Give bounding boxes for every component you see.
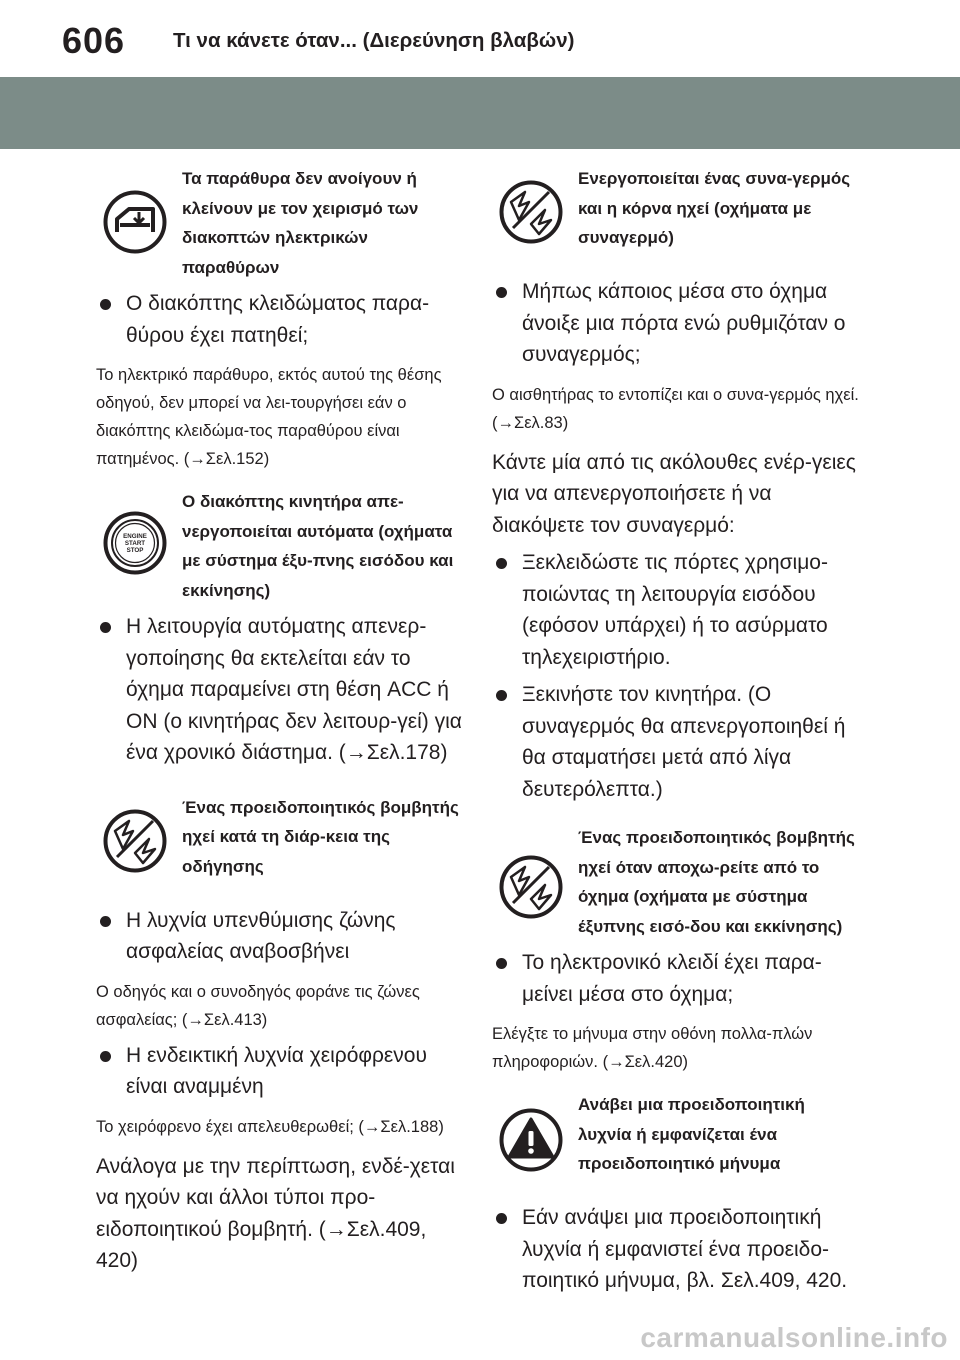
alarm-paragraph: Κάντε μία από τις ακόλουθες ενέρ-γειες για να απενεργοποιήσετε ή να διακόψετε τον συναγερμό: [492, 450, 856, 537]
page-number: 606 [62, 20, 126, 61]
bullet-dot-icon [496, 558, 507, 569]
warning-section [492, 1086, 860, 1196]
alarm-section [492, 160, 860, 270]
start-engine-bullet [492, 679, 860, 805]
engine-section [96, 483, 464, 605]
buzzer-paragraph: Ανάλογα με την περίπτωση, ενδέ-χεται να ηχούν και άλλοι τύποι προ-ειδοποιητικού βομβητή. (→Σελ.409, 420) [96, 1154, 455, 1272]
svg-text:STOP: STOP [126, 547, 144, 554]
warning-bullet [492, 1202, 860, 1297]
bullet-dot-icon [100, 916, 111, 927]
window-section-title: Τα παράθυρα δεν ανοίγουν ή κλείνουν με τον χειρισμό των διακοπτών ηλεκτρικών παραθύρων [182, 169, 419, 277]
bullet-dot-icon [496, 958, 507, 969]
window-bullet [96, 288, 464, 351]
right-column [492, 150, 860, 1297]
exit-section-title: Ένας προειδοποιητικός βομβητής ηχεί όταν αποχω-ρείτε από το όχημα (οχήματα με σύστημα έξυπνης εισό-δου και εκκίνησης) [578, 828, 855, 936]
engine-start-stop-icon [103, 511, 167, 575]
key-note: Ελέγξτε το μήνυμα στην οθόνη πολλα-πλών πληροφοριών. (→Σελ.420) [492, 1025, 813, 1071]
bullet-text: Ο διακόπτης κλειδώματος παρα-θύρου έχει πατηθεί; [126, 292, 430, 347]
svg-text:START: START [124, 540, 146, 547]
bullet-dot-icon [496, 690, 507, 701]
warning-icon [499, 1108, 563, 1172]
header-band [0, 77, 960, 149]
buzzer-icon [499, 855, 563, 919]
watermark: carmanualsonline.info [640, 1322, 948, 1353]
bullet-dot-icon [496, 1213, 507, 1224]
bullet-text: Η λειτουργία αυτόματης απενερ-γοποίησης θα εκτελείται εάν το όχημα παραμείνει στη θέση ACC ή ON (ο κινητήρας δεν λειτουρ-γεί) για ένα χρονικό διάστημα. (→Σελ.178) [126, 615, 462, 764]
unlock-bullet [492, 547, 860, 673]
alarm-note: Ο αισθητήρας το εντοπίζει και ο συνα-γερμός ηχεί. (→Σελ.83) [492, 385, 859, 432]
alarm-section-title: Ενεργοποιείται ένας συνα-γερμός και η κόρνα ηχεί (οχήματα με συναγερμό) [578, 169, 851, 247]
svg-text:ENGINE: ENGINE [123, 533, 147, 540]
window-note: Το ηλεκτρικό παράθυρο, εκτός αυτού της θέσης οδηγού, δεν μπορεί να λει-τουργήσει εάν ο διακόπτης κλειδώμα-τος παραθύρου είναι πατημένος. (→Σελ.152) [96, 366, 442, 468]
alarm-icon [499, 180, 563, 244]
parking-brake-bullet [96, 1040, 464, 1103]
seatbelt-note: Ο οδηγός και ο συνοδηγός φοράνε τις ζώνες ασφαλείας; (→Σελ.413) [96, 982, 420, 1029]
bullet-text: Η λυχνία υπενθύμισης ζώνης ασφαλείας αναβοσβήνει [126, 908, 396, 963]
buzzer-section [96, 789, 464, 899]
engine-section-title: Ο διακόπτης κινητήρα απε-νεργοποιείται αυτόματα (οχήματα με σύστημα έξυ-πνης εισόδου και εκκίνησης) [182, 492, 454, 600]
bullet-text: Ξεκλειδώστε τις πόρτες χρησιμο-ποιώντας τη λειτουργία εισόδου (εφόσον υπάρχει) ή το ασύρματο τηλεχειριστήριο. [522, 551, 828, 669]
bullet-text: Ξεκινήστε τον κινητήρα. (Ο συναγερμός θα απενεργοποιηθεί ή θα σταματήσει μετά από λίγα δευτερόλεπτα.) [522, 683, 846, 801]
bullet-text: Το ηλεκτρονικό κλειδί έχει παρα-μείνει μέσα στο όχημα; [522, 951, 822, 1006]
alarm-bullet [492, 276, 860, 371]
parking-brake-note: Το χειρόφρενο έχει απελευθερωθεί; (→Σελ.188) [96, 1117, 444, 1136]
bullet-dot-icon [496, 287, 507, 298]
bullet-text: Εάν ανάψει μια προειδοποιητική λυχνία ή εμφανιστεί ένα προειδο-ποιητικό μήνυμα, βλ. Σελ.409, 420. [522, 1206, 848, 1292]
engine-bullet [96, 611, 464, 769]
left-column [96, 150, 464, 1277]
bullet-dot-icon [100, 1051, 111, 1062]
power-window-icon [103, 190, 167, 254]
bullet-dot-icon [100, 299, 111, 310]
key-bullet [492, 947, 860, 1010]
bullet-text: Η ενδεικτική λυχνία χειρόφρενου είναι αναμμένη [126, 1043, 427, 1098]
exit-section [492, 819, 860, 941]
bullet-text: Μήπως κάποιος μέσα στο όχημα άνοιξε μια πόρτα ενώ ρυθμιζόταν ο συναγερμός; [522, 280, 846, 366]
buzzer-section-title: Ένας προειδοποιητικός βομβητής ηχεί κατά τη διάρ-κεια της οδήγησης [182, 797, 459, 876]
bullet-dot-icon [100, 622, 111, 633]
window-section [96, 160, 464, 282]
buzzer-icon [103, 809, 167, 873]
seatbelt-bullet [96, 905, 464, 968]
page-header-title: Τι να κάνετε όταν... (Διερεύνηση βλαβών) [173, 29, 575, 52]
warning-section-title: Ανάβει μια προειδοποιητική λυχνία ή εμφανίζεται ένα προειδοποιητικό μήνυμα [578, 1095, 805, 1173]
